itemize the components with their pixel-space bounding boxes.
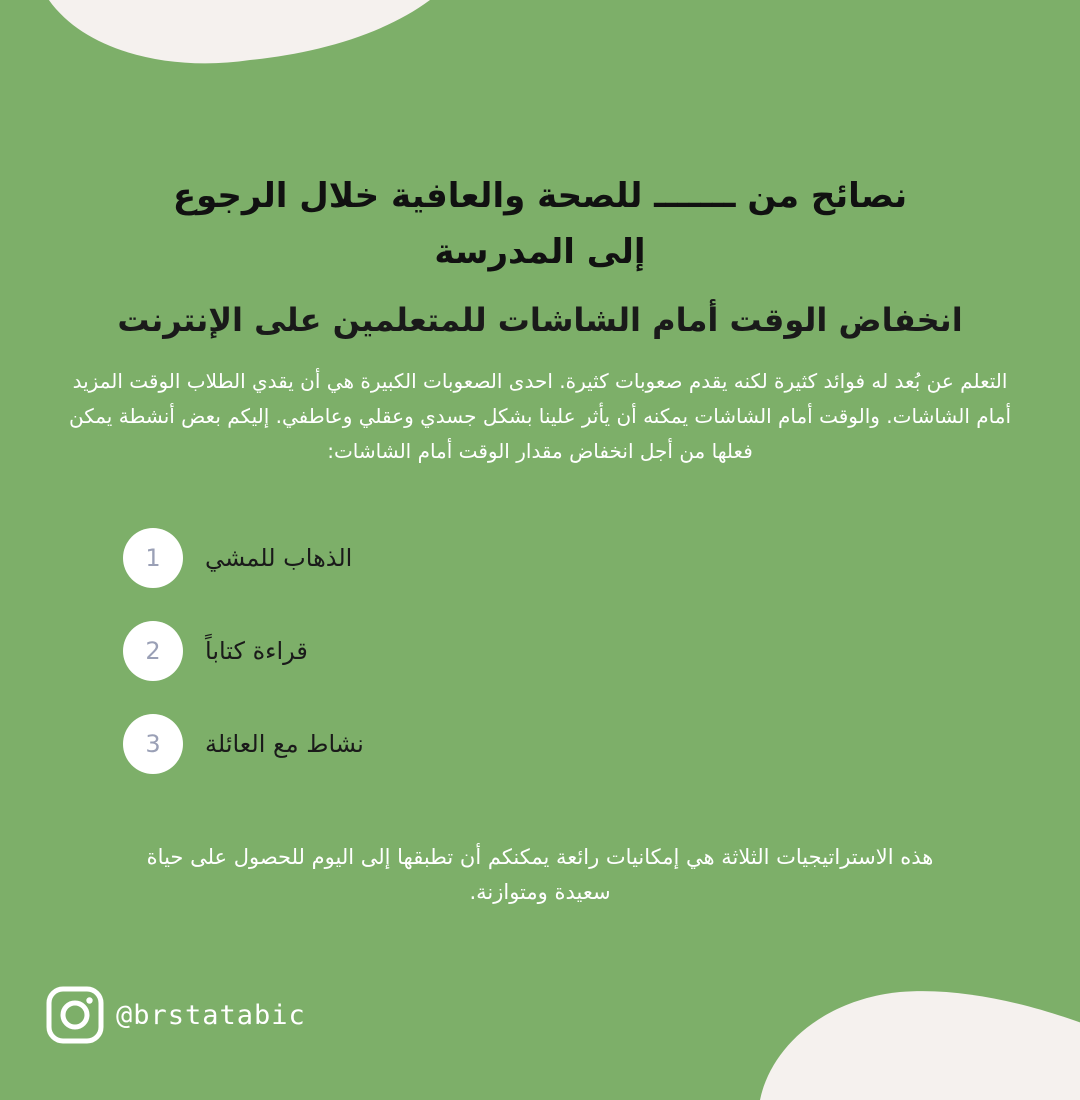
page-subtitle: انخفاض الوقت أمام الشاشات للمتعلمين على الإنترنت: [117, 301, 963, 339]
list-item: [123, 621, 523, 681]
tip-label: قراءة كتاباً: [205, 637, 308, 665]
number-badge: 2: [123, 621, 183, 681]
tip-label: الذهاب للمشي: [205, 544, 353, 572]
tips-list: [123, 528, 523, 807]
instagram-icon: [46, 986, 104, 1044]
decorative-blob-bottom: [760, 990, 1080, 1100]
intro-paragraph: التعلم عن بُعد له فوائد كثيرة لكنه يقدم صعوبات كثيرة. احدى الصعوبات الكبيرة هي أن يقدي الطلاب الوقت المزيد أمام الشاشات. والوقت أمام الشاشات يمكنه أن يأثر علينا بشكل جسدي وعقلي وعاطفي. إليكم بعض أنشطة يمكن فعلها من أجل انخفاض مقدار الوقت أمام الشاشات:: [68, 369, 1012, 463]
number-badge: 1: [123, 528, 183, 588]
page-title: نصائح من ـــــــ للصحة والعافية خلال الرجوع إلى المدرسة: [172, 176, 908, 272]
list-item: [123, 528, 523, 588]
closing-paragraph: هذه الاستراتيجيات الثلاثة هي إمكانيات رائعة يمكنكم أن تطبقها إلى اليوم للحصول على حياة سعيدة ومتوازنة.: [146, 845, 934, 904]
list-item: [123, 714, 523, 774]
number-badge: 3: [123, 714, 183, 774]
tip-label: نشاط مع العائلة: [205, 730, 364, 758]
decorative-blob-top: [30, 0, 490, 80]
social-handle-text[interactable]: @brstatabic: [116, 999, 306, 1031]
social-handle[interactable]: [46, 986, 306, 1044]
